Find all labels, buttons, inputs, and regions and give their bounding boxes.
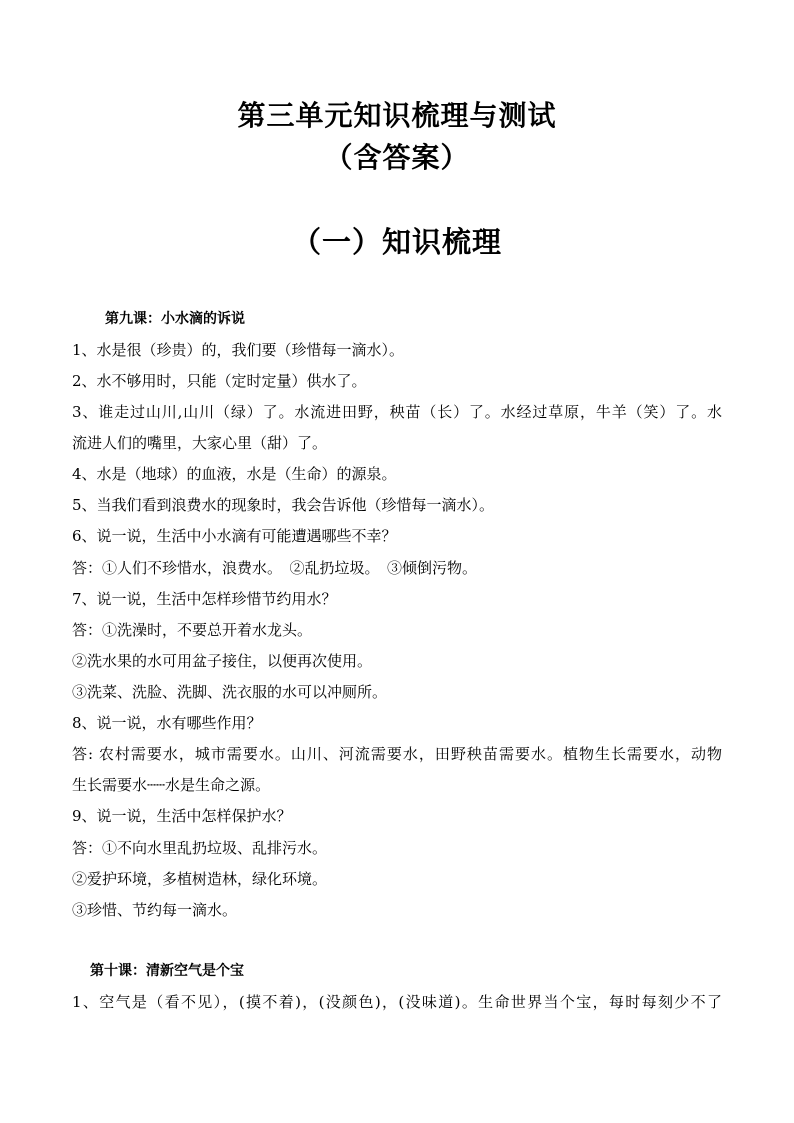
lesson-9-line: ③珍惜、节约每一滴水。	[72, 901, 238, 919]
lesson-9-line: 3、谁走过山川,山川（绿）了。水流进田野，秧苗（长）了。水经过草原，牛羊（笑）了。水	[72, 403, 722, 421]
lesson-9-line: 6、说一说，生活中小水滴有可能遭遇哪些不幸？	[72, 527, 397, 545]
lesson-10-line: 1、空气是（看不见），(摸不着)，(没颜色)，(没味道)。生命世界当个宝，每时每刻少不了	[72, 993, 722, 1011]
lesson-9-line: 9、说一说，生活中怎样保护水？	[72, 807, 292, 825]
lesson-9-line: 1、水是很（珍贵）的，我们要（珍惜每一滴水）。	[72, 341, 405, 359]
lesson-9-line: 流进人们的嘴里，大家心里（甜）了。	[72, 434, 328, 452]
lesson-9-line: 8、说一说，水有哪些作用？	[72, 714, 262, 732]
lesson-9-line: 答：①人们不珍惜水，浪费水。 ②乱扔垃圾。 ③倾倒污物。	[72, 559, 478, 577]
lesson-10-heading: 第十课：清新空气是个宝	[90, 963, 244, 979]
lesson-9-line: 2、水不够用时，只能（定时定量）供水了。	[72, 372, 367, 390]
lesson-9-heading: 第九课：小水滴的诉说	[105, 311, 245, 327]
lesson-9-line: ②洗水果的水可用盆子接住，以便再次使用。	[72, 652, 373, 670]
lesson-9-line: 7、说一说，生活中怎样珍惜节约用水？	[72, 590, 337, 608]
lesson-9-line: 生长需要水┄┄水是生命之源。	[72, 776, 271, 794]
lesson-9-line: 4、水是（地球）的血液，水是（生命）的源泉。	[72, 465, 397, 483]
lesson-9-line: 答：①不向水里乱扔垃圾、乱排污水。	[72, 839, 328, 857]
lesson-9-line: 5、当我们看到浪费水的现象时，我会告诉他（珍惜每一滴水）。	[72, 496, 495, 514]
lesson-9-line: 答：①洗澡时，不要总开着水龙头。	[72, 621, 313, 639]
lesson-9-line: ②爱护环境，多植树造林，绿化环境。	[72, 870, 328, 888]
lesson-9-line: ③洗菜、洗脸、洗脚、洗衣服的水可以冲厕所。	[72, 683, 388, 701]
lesson-9-line: 答: 农村需要水，城市需要水。山川、河流需要水，田野秧苗需要水。植物生长需要水，动物	[72, 745, 722, 763]
document-subtitle: （含答案）	[324, 141, 470, 174]
document-title: 第三单元知识梳理与测试	[237, 99, 557, 132]
section-title: （一）知识梳理	[291, 225, 502, 259]
